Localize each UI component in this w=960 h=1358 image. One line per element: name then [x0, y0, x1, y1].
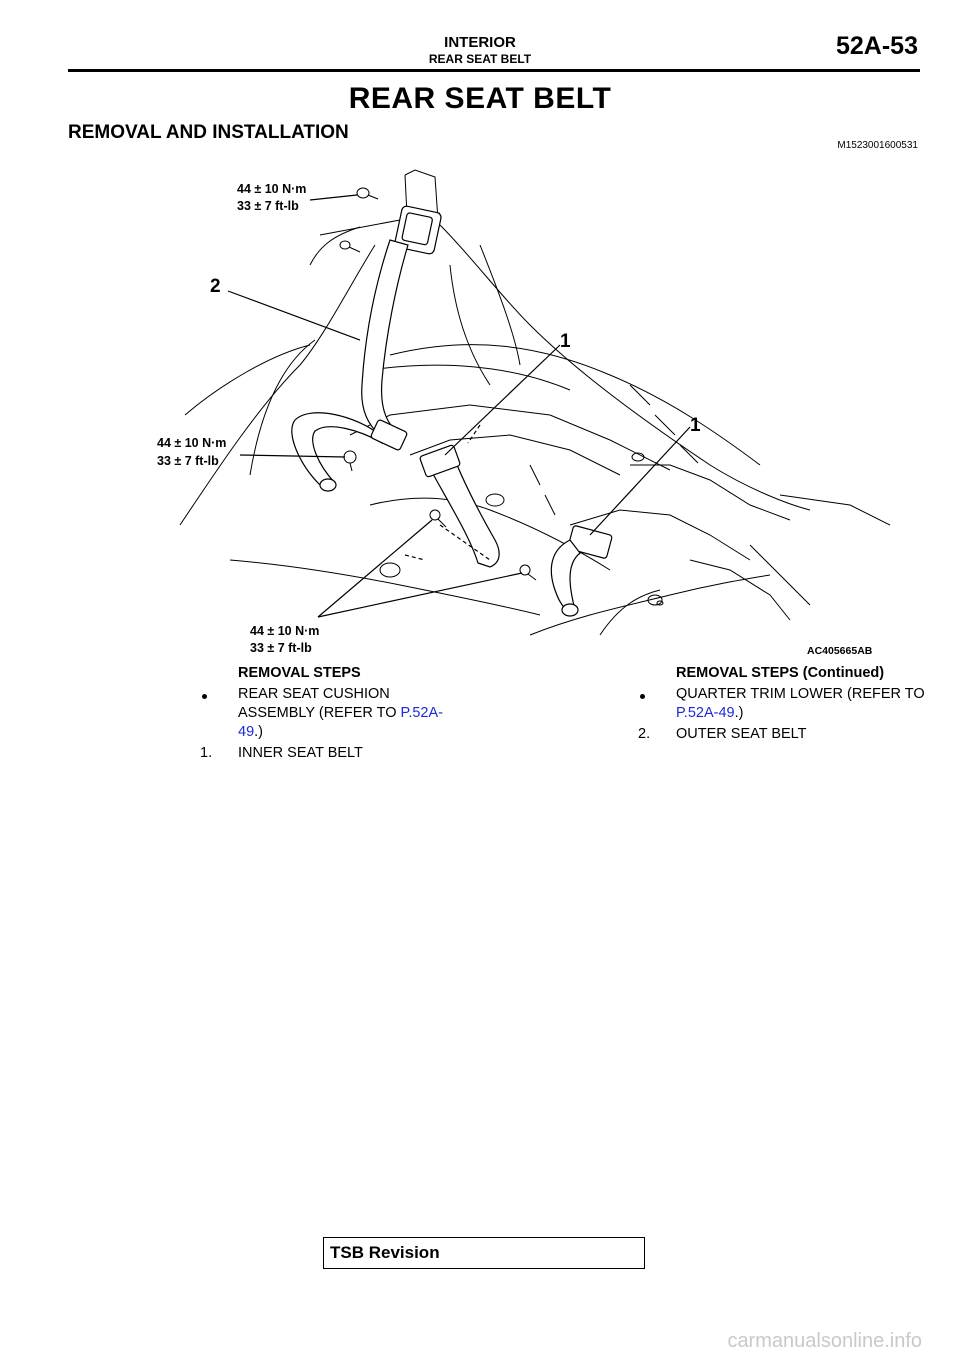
list-item	[238, 685, 448, 742]
tsb-revision-box	[323, 1237, 645, 1269]
removal-steps-left	[200, 664, 448, 763]
seat-belt-diagram	[150, 165, 910, 660]
torque-label-top-ftlb: 33 ± 7 ft-lb	[237, 199, 299, 213]
bolt-icon	[344, 451, 356, 463]
inner-seat-belt-left	[419, 445, 499, 567]
list-item	[200, 744, 448, 763]
callout-1-upper: 1	[560, 331, 571, 352]
document-code: M1523001600531	[837, 140, 918, 151]
torque-label-mid: 44 ± 10 N·m	[157, 436, 227, 450]
inner-seat-belt-right	[551, 525, 612, 616]
removal-steps-title: REMOVAL STEPS	[238, 665, 361, 681]
step-text: OUTER SEAT BELT	[676, 726, 807, 742]
step-text: INNER SEAT BELT	[238, 745, 363, 761]
torque-label-bottom-ftlb: 33 ± 7 ft-lb	[250, 641, 312, 655]
body-outline	[180, 170, 890, 635]
section-heading: REMOVAL AND INSTALLATION	[68, 122, 349, 143]
list-item	[638, 725, 936, 744]
callout-2: 2	[210, 276, 221, 297]
step-number: 2.	[638, 726, 651, 742]
bolt-icon	[357, 188, 369, 198]
bolt-icon	[430, 510, 440, 520]
watermark: carmanualsonline.info	[727, 1330, 922, 1352]
list-item	[676, 685, 936, 723]
page-reference-link[interactable]: P.52A-49	[676, 705, 735, 721]
step-text: REAR SEAT CUSHION ASSEMBLY (REFER TO	[238, 686, 401, 721]
page-title: REAR SEAT BELT	[348, 82, 612, 115]
figure-id: AC405665AB	[807, 645, 873, 657]
bolt-icon	[340, 241, 350, 249]
page-reference-link[interactable]: P.52A-49	[238, 705, 443, 740]
removal-steps-continued-title: REMOVAL STEPS (Continued)	[676, 665, 885, 681]
torque-label-top: 44 ± 10 N·m	[237, 182, 307, 196]
tsb-revision-label: TSB Revision	[330, 1243, 440, 1262]
torque-label-mid-ftlb: 33 ± 7 ft-lb	[157, 454, 219, 468]
step-number: 1.	[200, 745, 213, 761]
removal-steps-right	[638, 664, 936, 744]
bullet-icon	[640, 694, 645, 699]
header-section: INTERIOR	[444, 34, 516, 51]
torque-label-bottom: 44 ± 10 N·m	[250, 624, 320, 638]
step-text-end: .)	[254, 724, 263, 740]
callout-1-lower: 1	[690, 415, 701, 436]
step-text-end: .)	[734, 705, 744, 721]
header-subsection: REAR SEAT BELT	[428, 52, 532, 66]
bullet-icon	[202, 694, 207, 699]
header-rule	[68, 69, 920, 72]
page-number: 52A-53	[836, 32, 918, 60]
step-text: QUARTER TRIM LOWER (REFER TO	[676, 686, 925, 702]
outer-seat-belt	[292, 205, 442, 491]
